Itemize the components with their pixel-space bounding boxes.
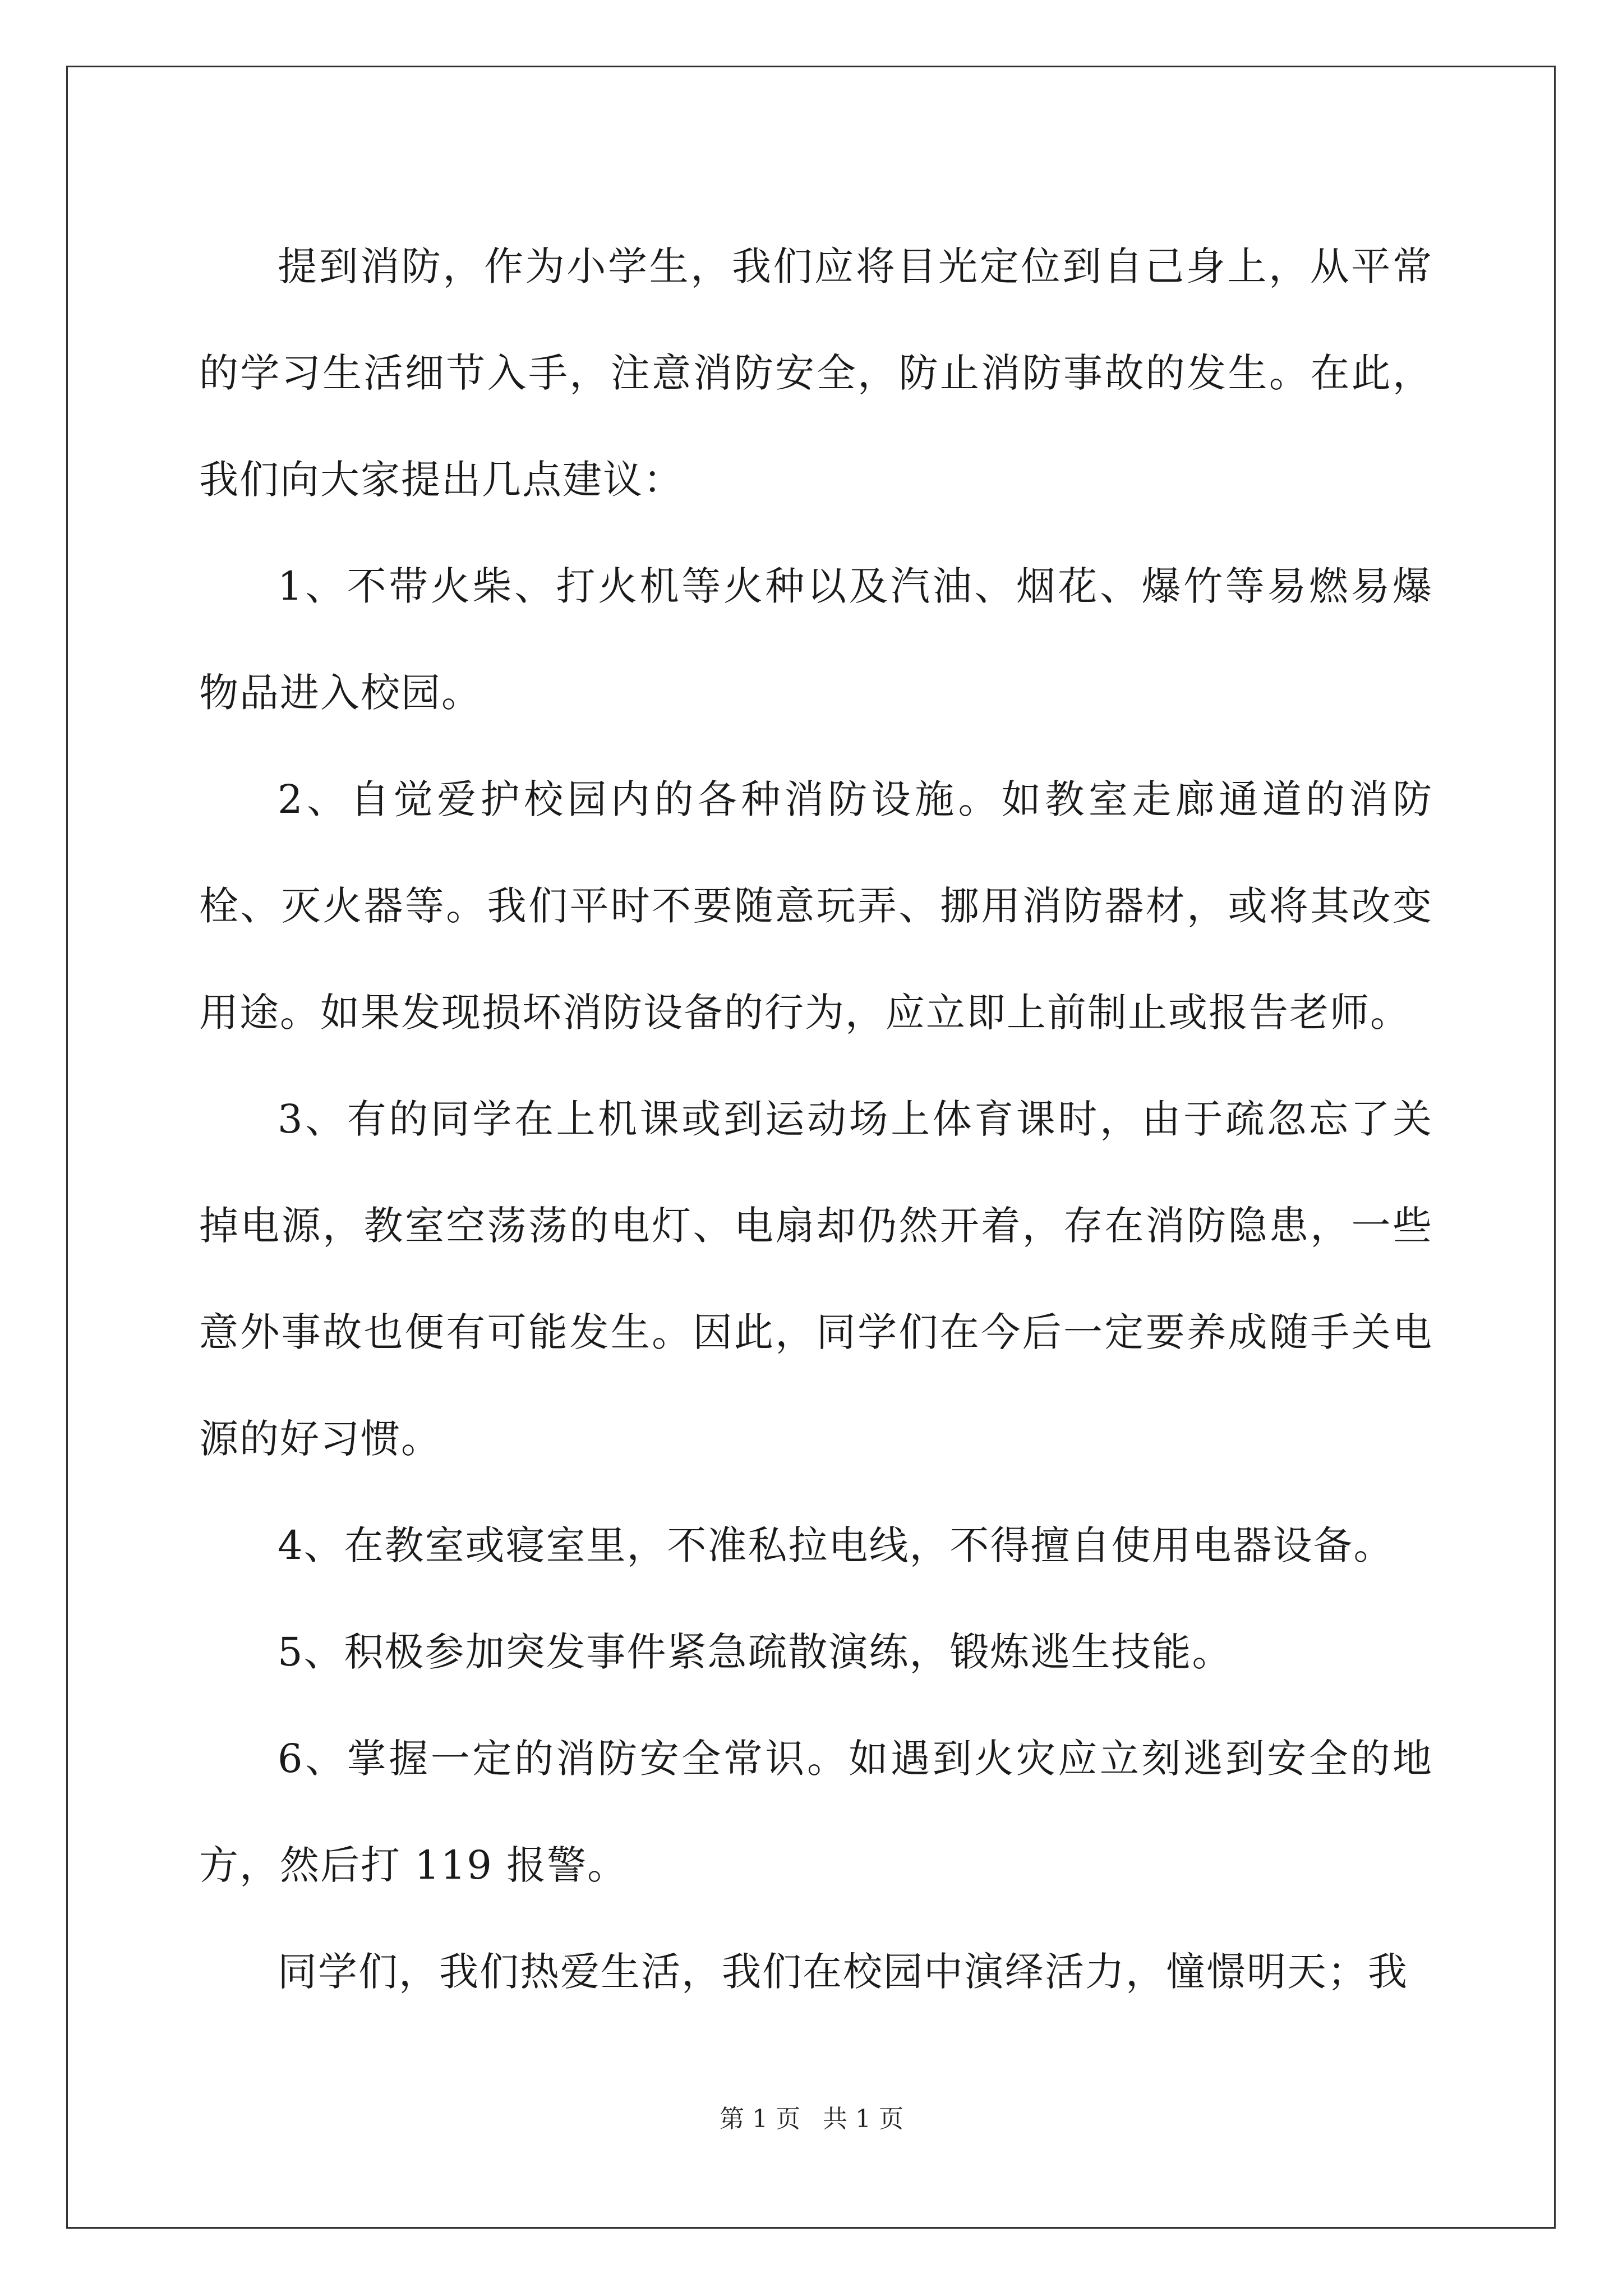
paragraph-item-2: 2、自觉爱护校园内的各种消防设施。如教室走廊通道的消防栓、灭火器等。我们平时不要随意玩弄、挪用消防器材，或将其改变用途。如果发现损坏消防设备的行为，应立即上前制止或报告老师。 bbox=[199, 776, 1433, 1036]
paragraph-item-1: 1、不带火柴、打火机等火种以及汽油、烟花、爆竹等易燃易爆物品进入校园。 bbox=[199, 563, 1433, 716]
paragraph-item-5: 5、积极参加突发事件紧急疏散演练，锻炼逃生技能。 bbox=[278, 1629, 1233, 1675]
document-body bbox=[199, 213, 1433, 2025]
page-footer bbox=[0, 2102, 1623, 2136]
page-number: 第 1 页 bbox=[720, 2105, 800, 2133]
paragraph-item-4: 4、在教室或寝室里，不准私拉电线，不得擅自使用电器设备。 bbox=[278, 1522, 1394, 1568]
page-total: 共 1 页 bbox=[823, 2105, 903, 2133]
paragraph-item-6: 6、掌握一定的消防安全常识。如遇到火灾应立刻逃到安全的地方，然后打 119 报警。 bbox=[199, 1736, 1433, 1888]
paragraph-closing: 同学们，我们热爱生活，我们在校园中演绎活力，憧憬明天；我 bbox=[278, 1949, 1408, 1995]
paragraph-item-3: 3、有的同学在上机课或到运动场上体育课时，由于疏忽忘了关掉电源，教室空荡荡的电灯、电扇却仍然开着，存在消防隐患，一些意外事故也便有可能发生。因此，同学们在今后一定要养成随手关电源的好习惯。 bbox=[199, 1096, 1433, 1462]
paragraph-intro: 提到消防，作为小学生，我们应将目光定位到自己身上，从平常的学习生活细节入手，注意消防安全，防止消防事故的发生。在此，我们向大家提出几点建议： bbox=[199, 243, 1433, 503]
